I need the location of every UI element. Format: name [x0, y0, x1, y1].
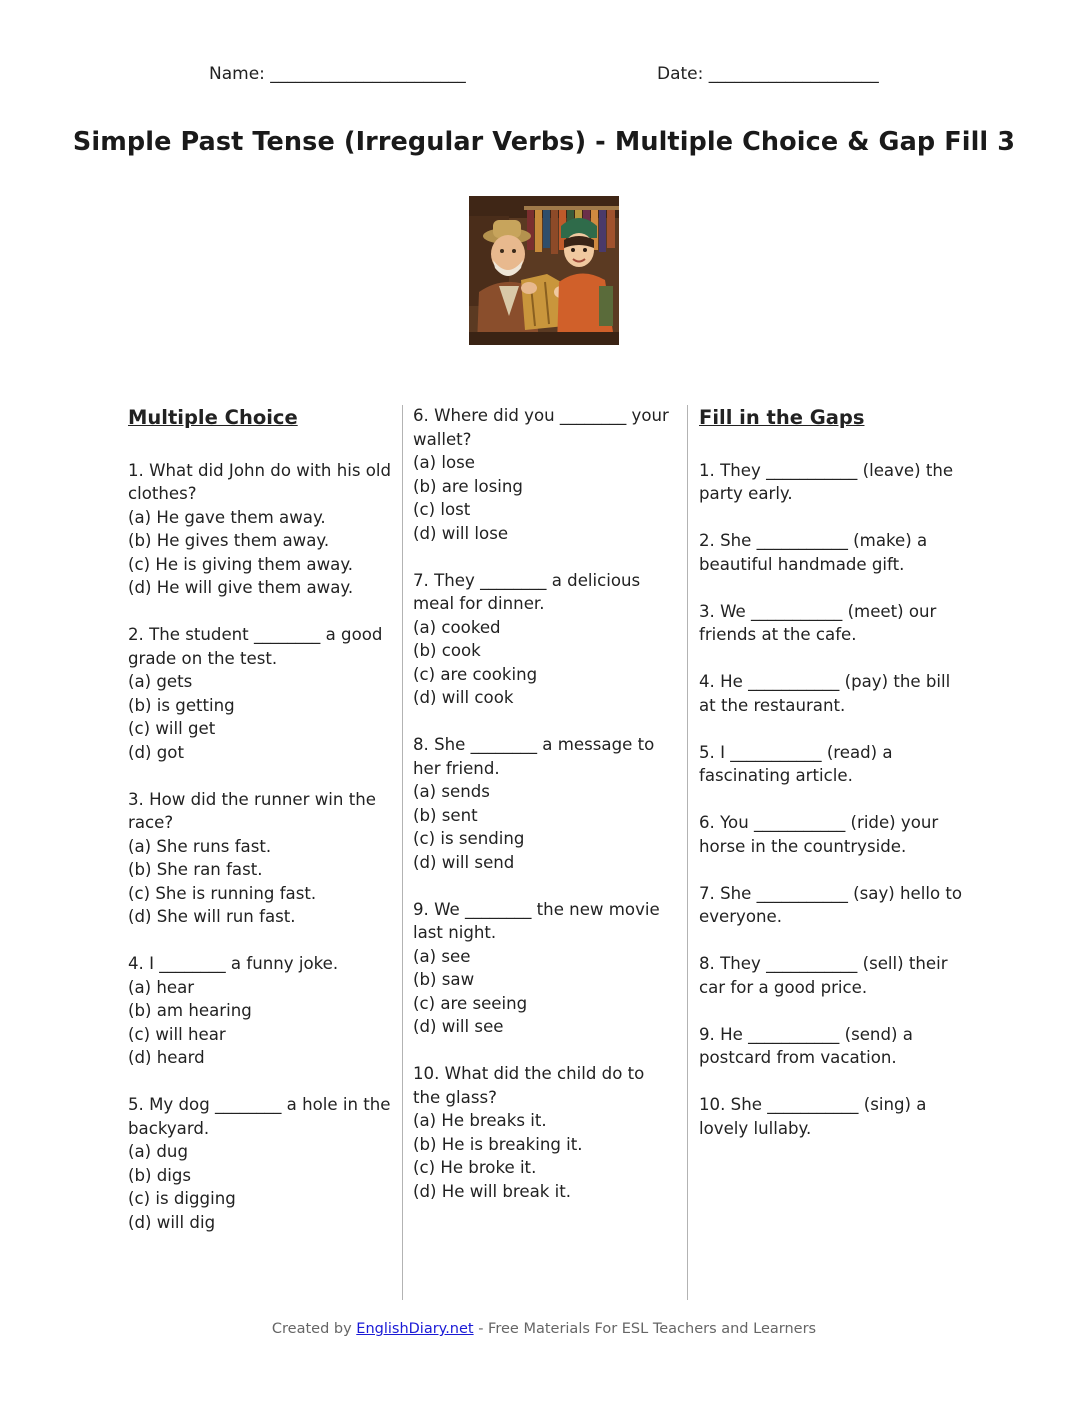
footer-suffix: - Free Materials For ESL Teachers and Learners [473, 1321, 817, 1337]
question-stem: 1. What did John do with his old clothes? [128, 460, 392, 503]
column-divider [402, 405, 403, 1300]
answer-option: (a) dug [128, 1142, 188, 1161]
worksheet-illustration [469, 196, 619, 345]
answer-option: (c) lost [413, 500, 471, 519]
answer-option: (a) She runs fast. [128, 836, 272, 856]
answer-option: (c) will hear [128, 1024, 226, 1044]
gap-fill-item: 2. She ___________ (make) a beautiful handmade gift. [699, 531, 928, 574]
gap-fill-item: 8. They ___________ (sell) their car for a good price. [699, 954, 948, 997]
answer-option: (c) He broke it. [413, 1158, 537, 1177]
gap-fill-item: 9. He ___________ (send) a postcard from vacation. [699, 1024, 913, 1067]
answer-option: (c) is sending [413, 829, 525, 848]
answer-option: (d) will see [413, 1017, 504, 1036]
answer-option: (a) cooked [413, 617, 501, 637]
answer-option: (d) will lose [413, 523, 509, 543]
answer-option: (d) heard [128, 1048, 205, 1067]
answer-option: (a) hear [128, 977, 195, 997]
question-stem: 5. My dog ________ a hole in the backyard. [128, 1095, 391, 1138]
answer-option: (c) She is running fast. [128, 883, 317, 903]
gap-fill-item: 10. She ___________ (sing) a lovely lullaby. [699, 1095, 927, 1138]
name-field: Name: _______________________ [209, 64, 466, 84]
answer-option: (a) He gave them away. [128, 507, 326, 527]
column-divider [687, 405, 688, 1300]
answer-option: (b) sent [413, 805, 478, 825]
gap-fill-item: 1. They ___________ (leave) the party early. [699, 460, 954, 503]
question-item [413, 733, 675, 874]
answer-option: (d) He will break it. [413, 1181, 572, 1201]
answer-option: (b) am hearing [128, 1001, 252, 1020]
clothing-shop-illustration [469, 196, 619, 345]
answer-option: (b) is getting [128, 695, 235, 715]
multiple-choice-heading: Multiple Choice [128, 406, 298, 429]
answer-option: (d) will cook [413, 688, 514, 707]
question-stem: 6. Where did you ________ your wallet? [413, 406, 669, 449]
answer-option: (d) He will give them away. [128, 578, 354, 597]
answer-option: (c) He is giving them away. [128, 554, 354, 574]
question-stem: 9. We ________ the new movie last night. [413, 899, 660, 942]
footer-credit [0, 1321, 1088, 1337]
question-stem: 2. The student ________ a good grade on the test. [128, 625, 383, 668]
answer-option: (c) are cooking [413, 664, 538, 684]
footer-prefix: Created by [271, 1321, 357, 1337]
answer-option: (b) cook [413, 641, 481, 660]
question-stem: 8. She ________ a message to her friend. [413, 735, 655, 778]
answer-option: (d) She will run fast. [128, 907, 296, 926]
worksheet-title: Simple Past Tense (Irregular Verbs) - Multiple Choice & Gap Fill 3 [72, 127, 1016, 157]
answer-option: (b) She ran fast. [128, 860, 263, 879]
question-item [413, 898, 675, 1039]
question-item [128, 459, 393, 600]
answer-option: (c) will get [128, 719, 216, 738]
gap-fill-item: 4. He ___________ (pay) the bill at the restaurant. [699, 672, 951, 715]
gap-fill-item: 7. She ___________ (say) hello to everyone. [699, 883, 963, 926]
gap-fill-column [699, 404, 964, 1164]
answer-option: (a) lose [413, 453, 476, 472]
question-item [128, 623, 393, 764]
gap-fill-heading: Fill in the Gaps [699, 406, 865, 429]
answer-option: (a) gets [128, 672, 193, 691]
answer-option: (b) are losing [413, 476, 523, 496]
multiple-choice-column-1 [128, 404, 393, 1258]
gap-fill-item: 5. I ___________ (read) a fascinating article. [699, 742, 893, 785]
gap-fill-item: 6. You ___________ (ride) your horse in the countryside. [699, 813, 939, 856]
date-field: Date: ____________________ [657, 64, 879, 84]
question-item [128, 1093, 393, 1234]
question-stem: 4. I ________ a funny joke. [128, 954, 339, 973]
answer-option: (b) He gives them away. [128, 531, 330, 550]
answer-option: (d) will dig [128, 1212, 216, 1232]
answer-option: (a) see [413, 946, 471, 966]
answer-option: (c) is digging [128, 1189, 236, 1208]
answer-option: (a) sends [413, 782, 490, 801]
answer-option: (a) He breaks it. [413, 1111, 547, 1130]
multiple-choice-column-2 [413, 404, 675, 1227]
question-item [413, 1062, 675, 1203]
question-stem: 7. They ________ a delicious meal for dinner. [413, 570, 641, 613]
question-item [128, 788, 393, 929]
answer-option: (c) are seeing [413, 993, 528, 1013]
question-item [128, 952, 393, 1070]
question-item [413, 569, 675, 710]
englishdiary-link[interactable]: EnglishDiary.net [356, 1321, 474, 1337]
answer-option: (b) saw [413, 970, 475, 989]
question-item [413, 404, 675, 545]
gap-fill-item: 3. We ___________ (meet) our friends at the cafe. [699, 601, 937, 644]
answer-option: (b) He is breaking it. [413, 1134, 583, 1154]
question-stem: 10. What did the child do to the glass? [413, 1064, 645, 1107]
question-stem: 3. How did the runner win the race? [128, 789, 376, 832]
answer-option: (d) got [128, 742, 184, 762]
answer-option: (d) will send [413, 852, 515, 872]
answer-option: (b) digs [128, 1165, 192, 1185]
